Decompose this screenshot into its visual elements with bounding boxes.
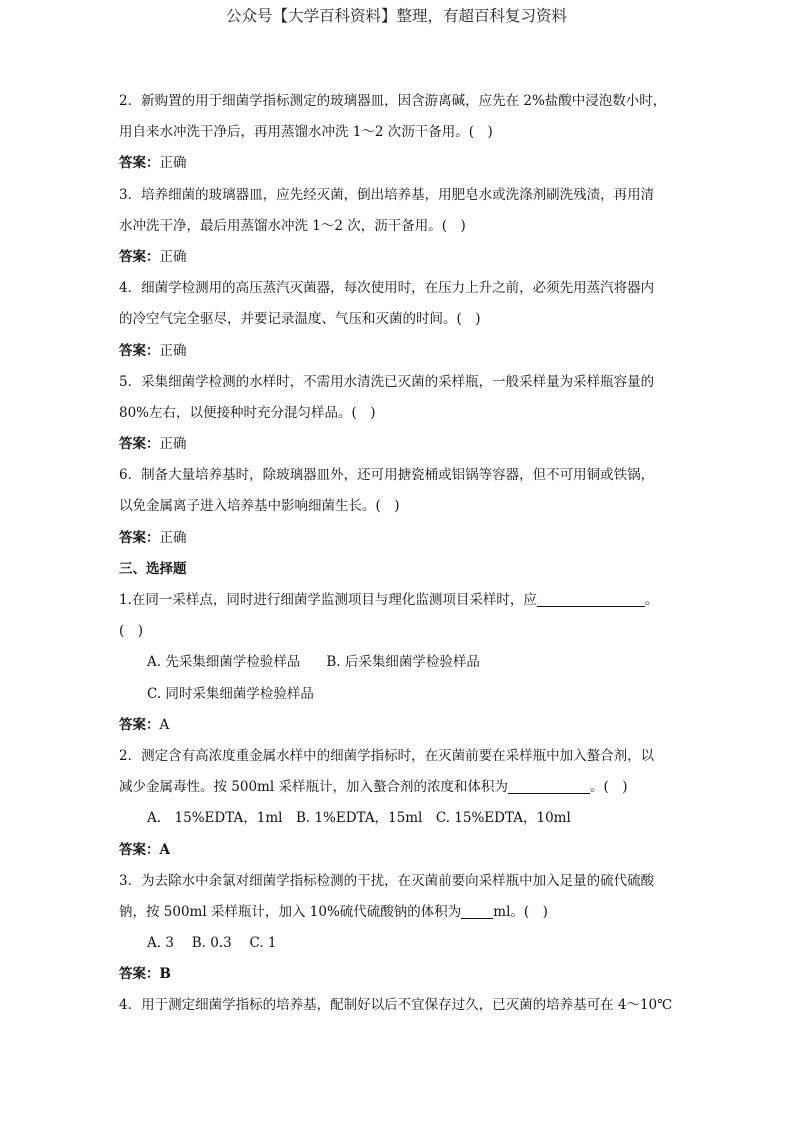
choice-3-text-end: ml。( ) [493, 903, 548, 920]
answer-label: 答案： [119, 716, 160, 733]
question-3-line-2: 水冲洗干净，最后用蒸馏水冲洗 1～2 次，沥干备用。( ) [119, 217, 466, 234]
answer-value: 正确 [159, 155, 187, 172]
answer-label: 答案： [119, 436, 160, 453]
question-4-line-2: 的冷空气完全驱尽，并要记录温度、气压和灭菌的时间。( ) [119, 311, 481, 328]
question-3-line-1: 3．培养细菌的玻璃器皿，应先经灭菌，倒出培养基，用肥皂水或洗涤剂刷洗残渍，再用清 [119, 186, 655, 203]
answer-2 [119, 148, 679, 179]
section-title: 三、选择题 [119, 560, 187, 577]
answer-value: A [159, 841, 170, 858]
question-6-line-1: 6．制备大量培养基时，除玻璃器皿外，还可用搪瓷桶或铝锅等容器，但不可用铜或铁锅， [119, 467, 655, 484]
question-2-line-1: 2．新购置的用于细菌学指标测定的玻璃器皿，因含游离碱，应先在 2%盐酸中浸泡数小时， [119, 93, 667, 109]
answer-value: 正确 [159, 248, 187, 265]
choice-4-line-1: 4．用于测定细菌学指标的培养基，配制好以后不宜保存过久，已灭菌的培养基可在 4～10℃ [119, 997, 673, 1014]
option-a: A. 先采集细菌学检验样品 [147, 654, 301, 671]
choice-1-line-2: ( ) [119, 623, 144, 640]
answer-3 [119, 242, 679, 273]
answer-label: 答案： [119, 841, 160, 858]
answer-label: 答案： [119, 248, 160, 265]
question-6-line-2: 以免金属离子进入培养基中影响细菌生长。( ) [119, 498, 400, 515]
option-c: C. 同时采集细菌学检验样品 [147, 685, 314, 702]
question-5-line-1: 5．采集细菌学检测的水样时，不需用水清洗已灭菌的采样瓶，一般采样量为采样瓶容量的 [119, 373, 655, 390]
option-b: B. 后采集细菌学检验样品 [326, 654, 480, 671]
answer-label: 答案： [119, 155, 160, 172]
fill-blank [461, 904, 493, 919]
choice-1-line-1 [119, 585, 679, 616]
choice-2-options: A. 15%EDTA，1ml B. 1%EDTA，15ml C. 15%EDTA，10ml [147, 810, 571, 827]
answer-label: 答案： [119, 342, 160, 359]
choice-2-line-1: 2．测定含有高浓度重金属水样中的细菌学指标时，在灭菌前要在采样瓶中加入螯合剂，以 [119, 747, 655, 764]
choice-2-text-end: 。( ) [589, 779, 628, 796]
choice-1-options-ab [119, 647, 679, 678]
choice-3-line-2 [119, 897, 679, 928]
choice-2-line-2 [119, 772, 679, 803]
answer-label: 答案： [119, 966, 160, 983]
answer-value: B [159, 966, 171, 983]
choice-1-answer [119, 710, 679, 741]
choice-1-text-end: 。 [644, 592, 659, 608]
choice-1-option-c [119, 679, 679, 710]
question-2-line-2: 用自来水冲洗干净后，再用蒸馏水冲洗 1～2 次沥干备用。( ) [119, 124, 493, 141]
answer-value: A [159, 716, 170, 733]
choice-2-text: 减少金属毒性。按 500ml 采样瓶计，加入螯合剂的浓度和体积为 [119, 779, 508, 796]
answer-value: 正确 [159, 436, 187, 453]
answer-6 [119, 523, 679, 554]
choice-1-text: 1.在同一采样点，同时进行细菌学监测项目与理化监测项目采样时，应 [119, 592, 537, 608]
answer-4 [119, 336, 679, 367]
question-5-line-2: 80%左右，以便接种时充分混匀样品。( ) [119, 404, 376, 421]
choice-2-answer [119, 835, 679, 866]
question-4-line-1: 4．细菌学检测用的高压蒸汽灭菌器，每次使用时，在压力上升之前，必须先用蒸汽将器内 [119, 280, 655, 297]
answer-5 [119, 429, 679, 460]
answer-label: 答案： [119, 529, 160, 546]
answer-value: 正确 [159, 342, 187, 359]
fill-blank [537, 592, 645, 607]
page-header: 公众号【大学百科资料】整理，有超百科复习资料 [225, 7, 567, 25]
choice-3-line-1: 3．为去除水中余氯对细菌学指标检测的干扰，在灭菌前要向采样瓶中加入足量的硫代硫酸 [119, 872, 655, 889]
choice-3-options: A. 3 B. 0.3 C. 1 [147, 935, 277, 952]
fill-blank [508, 779, 590, 794]
choice-3-answer [119, 959, 679, 990]
document-body [119, 86, 679, 1022]
answer-value: 正确 [159, 529, 187, 546]
choice-3-text: 钠，按 500ml 采样瓶计，加入 10%硫代硫酸钠的体积为 [119, 903, 462, 920]
